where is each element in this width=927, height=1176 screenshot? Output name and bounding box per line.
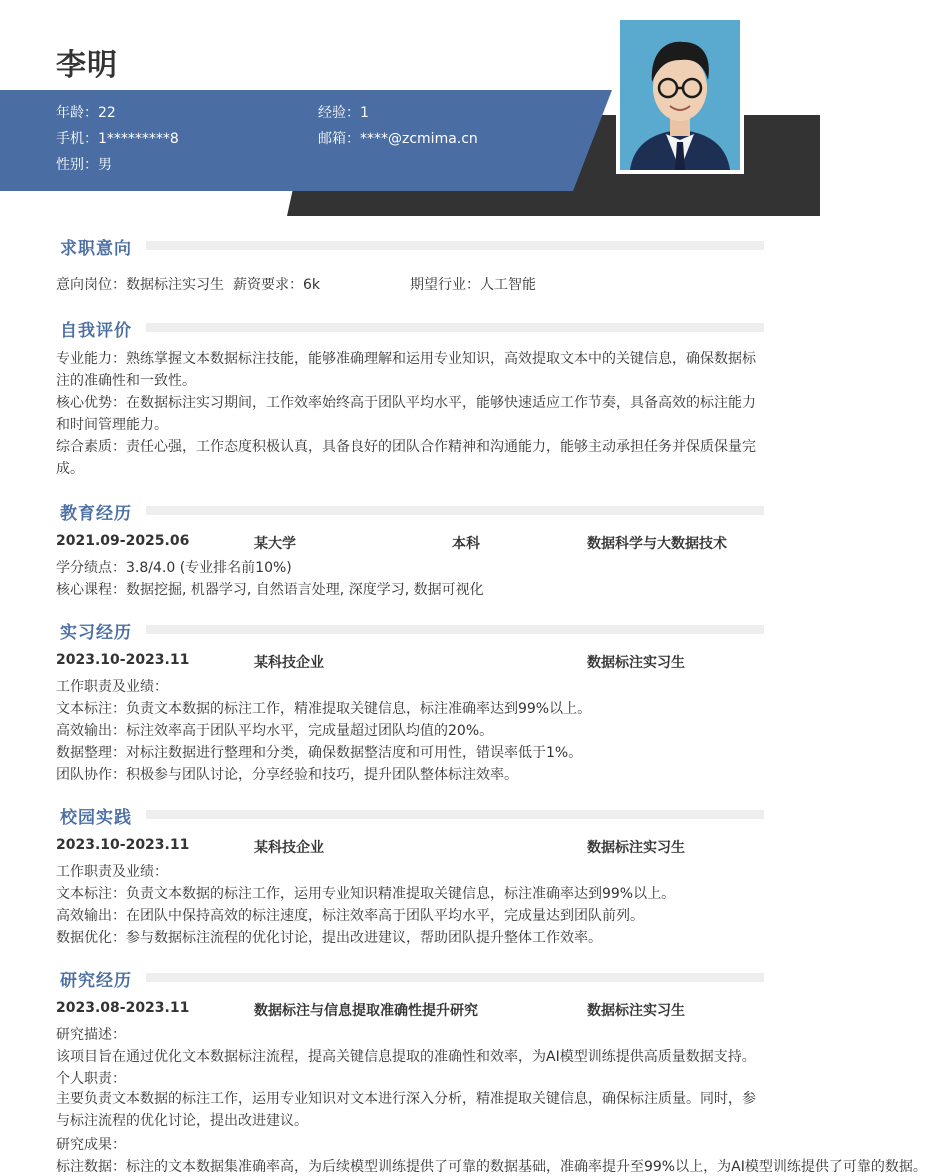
intent-position: 意向岗位：数据标注实习生 xyxy=(56,277,224,293)
research-role: 数据标注实习生 xyxy=(587,1003,685,1019)
education-detail: 核心课程：数据挖掘, 机器学习, 自然语言处理, 深度学习, 数据可视化 xyxy=(56,582,484,598)
section-divider xyxy=(146,506,764,515)
section-divider xyxy=(146,625,764,634)
education-period: 2021.09-2025.06 xyxy=(56,533,190,549)
campus-detail: 文本标注：负责文本数据的标注工作，运用专业知识精准提取关键信息，标注准确率达到99%以上。 xyxy=(56,886,676,902)
section-divider xyxy=(146,241,764,250)
education-school: 某大学 xyxy=(254,536,296,552)
section-title-research: 研究经历 xyxy=(60,971,132,991)
candidate-name: 李明 xyxy=(56,48,118,83)
research-period: 2023.08-2023.11 xyxy=(56,1000,190,1016)
section-title-internship: 实习经历 xyxy=(60,623,132,643)
education-degree: 本科 xyxy=(452,536,480,552)
education-major: 数据科学与大数据技术 xyxy=(587,536,727,552)
section-title-education: 教育经历 xyxy=(60,504,132,524)
research-desc: 该项目旨在通过优化文本数据标注流程，提高关键信息提取的准确性和效率，为AI模型训练提供高质量数据支持。 xyxy=(56,1049,756,1065)
campus-org: 某科技企业 xyxy=(254,840,324,856)
education-detail: 学分绩点：3.8/4.0 (专业排名前10%) xyxy=(56,560,292,576)
internship-detail: 工作职责及业绩： xyxy=(56,679,168,695)
email-field: 邮箱：****@zcmima.cn xyxy=(318,131,478,147)
internship-detail: 团队协作：积极参与团队讨论，分享经验和技巧，提升团队整体标注效率。 xyxy=(56,767,518,783)
research-result-label: 研究成果： xyxy=(56,1137,126,1153)
internship-role: 数据标注实习生 xyxy=(587,655,685,671)
campus-detail: 高效输出：在团队中保持高效的标注速度，标注效率高于团队平均水平，完成量达到团队前列。 xyxy=(56,908,644,924)
campus-role: 数据标注实习生 xyxy=(587,840,685,856)
internship-company: 某科技企业 xyxy=(254,655,324,671)
research-desc-label: 研究描述： xyxy=(56,1027,126,1043)
profile-photo-frame xyxy=(616,16,744,174)
age-field: 年龄：22 xyxy=(56,105,116,121)
research-project: 数据标注与信息提取准确性提升研究 xyxy=(254,1003,478,1019)
section-title-self-eval: 自我评价 xyxy=(60,321,132,341)
intent-salary: 薪资要求：6k xyxy=(233,277,321,293)
research-duty: 主要负责文本数据的标注工作，运用专业知识对文本进行深入分析，精准提取关键信息，确保标注质量。同时，参与标注流程的优化讨论，提出改进建议。 xyxy=(56,1091,756,1129)
internship-detail: 高效输出：标注效率高于团队平均水平，完成量超过团队均值的20%。 xyxy=(56,723,494,739)
self-eval-paragraph: 综合素质：责任心强，工作态度积极认真，具备良好的团队合作精神和沟通能力，能够主动承担任务并保质保量完成。 xyxy=(56,439,756,477)
profile-photo xyxy=(620,20,740,170)
gender-field: 性别：男 xyxy=(56,157,112,173)
section-title-intent: 求职意向 xyxy=(60,239,132,259)
campus-period: 2023.10-2023.11 xyxy=(56,837,190,853)
internship-detail: 文本标注：负责文本数据的标注工作，精准提取关键信息，标注准确率达到99%以上。 xyxy=(56,701,592,717)
section-divider xyxy=(146,810,764,819)
experience-field: 经验：1 xyxy=(318,105,369,121)
intent-industry: 期望行业：人工智能 xyxy=(410,277,536,293)
self-eval-paragraph: 专业能力：熟练掌握文本数据标注技能，能够准确理解和运用专业知识，高效提取文本中的关键信息，确保数据标注的准确性和一致性。 xyxy=(56,351,756,389)
internship-detail: 数据整理：对标注数据进行整理和分类，确保数据整洁度和可用性，错误率低于1%。 xyxy=(56,745,583,761)
research-result: 标注数据：标注的文本数据集准确率高，为后续模型训练提供了可靠的数据基础，准确率提升至99%以上，为AI模型训练提供了可靠的数据。 xyxy=(56,1159,927,1175)
section-divider xyxy=(146,973,764,982)
campus-detail: 数据优化：参与数据标注流程的优化讨论，提出改进建议，帮助团队提升整体工作效率。 xyxy=(56,930,602,946)
self-eval-paragraph: 核心优势：在数据标注实习期间，工作效率始终高于团队平均水平，能够快速适应工作节奏，具备高效的标注能力和时间管理能力。 xyxy=(56,395,756,433)
research-duty-label: 个人职责： xyxy=(56,1071,126,1087)
section-divider xyxy=(146,323,764,332)
phone-field: 手机：1*********8 xyxy=(56,131,179,147)
campus-detail: 工作职责及业绩： xyxy=(56,864,168,880)
internship-period: 2023.10-2023.11 xyxy=(56,652,190,668)
section-title-campus: 校园实践 xyxy=(60,808,132,828)
